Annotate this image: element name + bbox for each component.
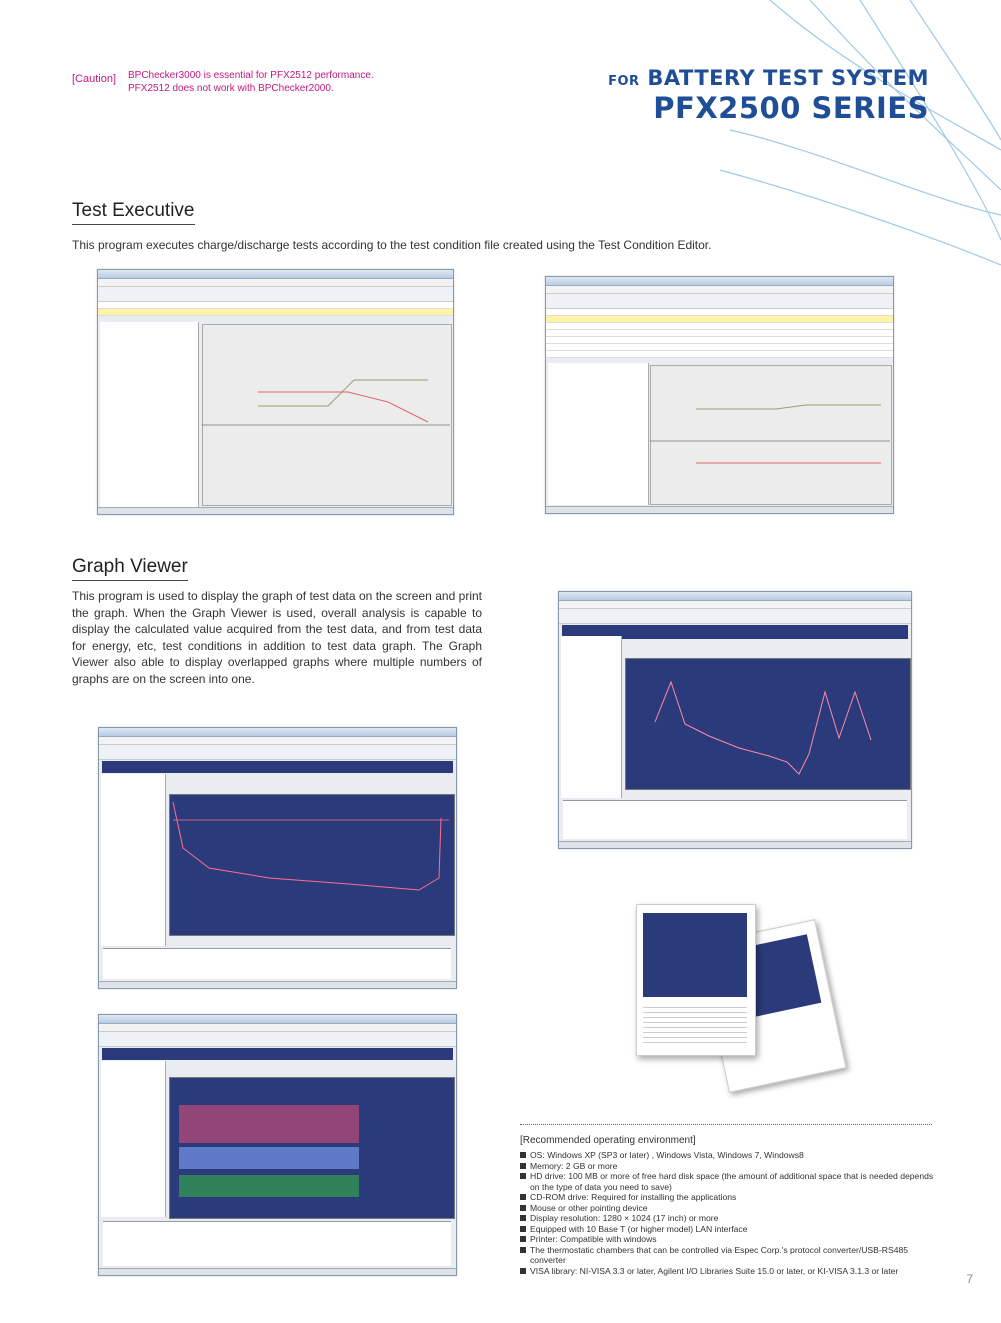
series-small: BATTERY TEST SYSTEM bbox=[647, 66, 929, 90]
test-executive-graph-1 bbox=[98, 270, 453, 514]
requirement-item: VISA library: NI-VISA 3.3 or later, Agilent I/O Libraries Suite 15.0 or later, or KI-VISA 3.1.3 or later bbox=[520, 1266, 940, 1277]
requirement-item: Printer: Compatible with windows bbox=[520, 1234, 940, 1245]
requirement-item: Mouse or other pointing device bbox=[520, 1203, 940, 1214]
series-subtitle bbox=[608, 66, 929, 90]
test-executive-title: Test Executive bbox=[72, 200, 195, 225]
caution-tag: [Caution] bbox=[72, 73, 117, 85]
requirements-divider bbox=[520, 1124, 932, 1125]
test-executive-screenshot-2 bbox=[545, 276, 894, 514]
requirement-item: CD-ROM drive: Required for installing the applications bbox=[520, 1192, 940, 1203]
requirement-item: OS: Windows XP (SP3 or later) , Windows Vista, Windows 7, Windows8 bbox=[520, 1150, 940, 1161]
caution-line-1: BPChecker3000 is essential for PFX2512 performance. bbox=[128, 70, 374, 81]
series-title: PFX2500 SERIES bbox=[653, 91, 929, 125]
test-executive-screenshot-1 bbox=[97, 269, 454, 515]
graph-viewer-screenshot-right bbox=[558, 591, 912, 849]
requirement-item: HD drive: 100 MB or more of free hard disk space (the amount of additional space that is needed depends on the type of data you need to save) bbox=[520, 1171, 940, 1192]
graph-viewer-description: This program is used to display the graph of test data on the screen and print the graph. When the Graph Viewer is used, overall analysis is capable to display the calculated value acquired from the test data, and from test data for energy, etc, test conditions in addition to test data graph. The Graph Viewer also able to display overlapped graphs where multiple numbers of graphs are on the screen into one. bbox=[72, 589, 482, 686]
page-number: 7 bbox=[966, 1272, 973, 1286]
requirements-list bbox=[520, 1150, 940, 1276]
test-executive-description: This program executes charge/discharge tests according to the test condition file created using the Test Condition Editor. bbox=[72, 238, 712, 252]
graph-viewer-title: Graph Viewer bbox=[72, 556, 188, 581]
caution-line-2: PFX2512 does not work with BPChecker2000. bbox=[128, 82, 334, 94]
printed-page-front bbox=[636, 904, 756, 1056]
graph-viewer-screenshot-left-2 bbox=[98, 1014, 457, 1276]
graph-viewer-screenshot-left-1 bbox=[98, 727, 457, 989]
test-executive-graph-2 bbox=[546, 277, 893, 513]
requirement-item: Equipped with 10 Base T (or higher model) LAN interface bbox=[520, 1224, 940, 1235]
decorative-arcs bbox=[700, 0, 1001, 270]
caution-text bbox=[128, 70, 458, 95]
requirement-item: The thermostatic chambers that can be controlled via Espec Corp.'s protocol converter/USB-RS485 converter bbox=[520, 1245, 940, 1266]
series-for: for bbox=[608, 68, 640, 90]
requirement-item: Display resolution: 1280 × 1024 (17 inch) or more bbox=[520, 1213, 940, 1224]
requirement-item: Memory: 2 GB or more bbox=[520, 1161, 940, 1172]
requirements-title: [Recommended operating environment] bbox=[520, 1135, 696, 1146]
